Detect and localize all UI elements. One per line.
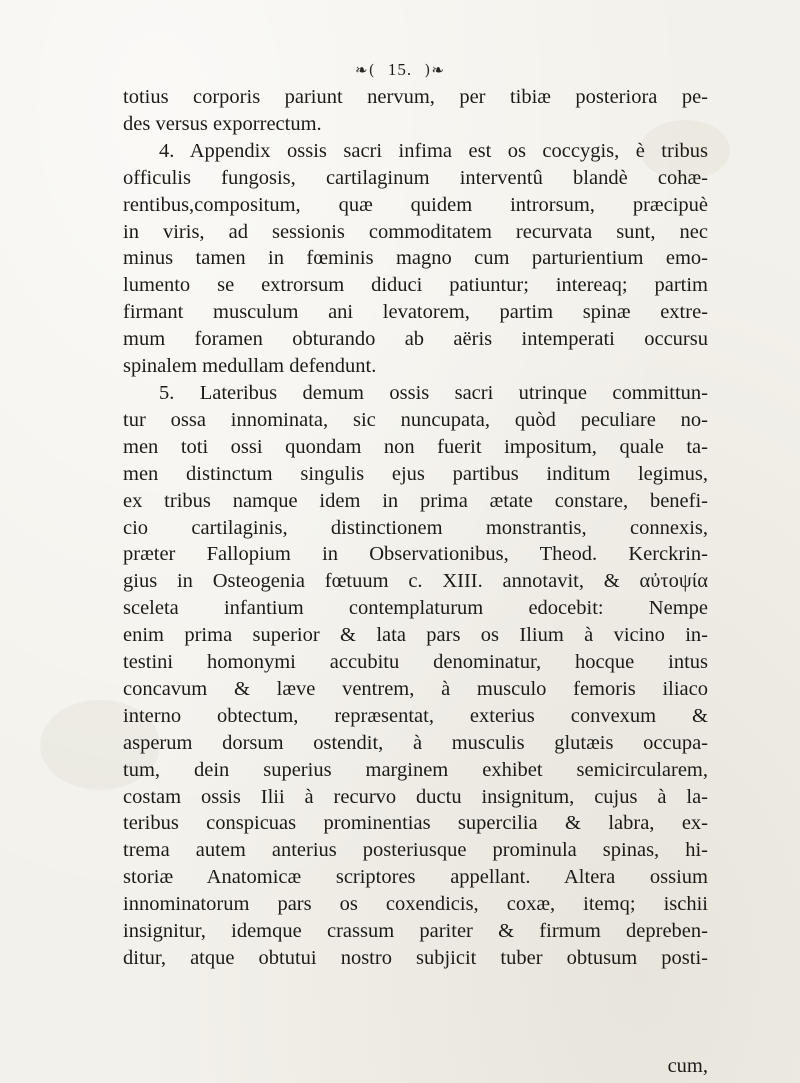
text-line: teribus conspicuas prominentias supercilia & labra, ex- — [123, 812, 708, 835]
text-line: asperum dorsum ostendit, à musculis glutæis occupa- — [123, 731, 708, 754]
text-line: costam ossis Ilii à recurvo ductu insignitum, cujus à la- — [123, 785, 708, 808]
text-line: præter Fallopium in Observationibus, Theod. Kerckrin- — [123, 543, 708, 566]
body-text — [123, 84, 708, 972]
text-line: sceleta infantium contemplaturum edocebit: Nempe — [123, 597, 708, 620]
page-number: 15. — [387, 60, 413, 79]
text-line: cio cartilaginis, distinctionem monstrantis, connexis, — [123, 516, 708, 539]
text-line: des versus exporrectum. — [123, 112, 322, 135]
text-line: interno obtectum, repræsentat, exterius convexum & — [123, 704, 708, 727]
text-line: officulis fungosis, cartilaginum interventû blandè cohæ- — [123, 166, 708, 189]
ornament-left-icon: ❧( — [355, 61, 376, 79]
running-header — [0, 60, 800, 80]
text-line: mum foramen obturando ab aëris intemperati occursu — [123, 328, 708, 351]
text-line: lumento se extrorsum diduci patiuntur; intereaq; partim — [123, 274, 708, 297]
text-line: innominatorum pars os coxendicis, coxæ, itemq; ischii — [123, 893, 708, 916]
text-line: tur ossa innominata, sic nuncupata, quòd peculiare no- — [123, 408, 708, 431]
text-line: men distinctum singulis ejus partibus inditum legimus, — [123, 462, 708, 485]
text-line: totius corporis pariunt nervum, per tibiæ posteriora pe- — [123, 86, 708, 108]
text-line: minus tamen in fœminis magno cum parturientium emo- — [123, 247, 708, 270]
text-line: men toti ossi quondam non fuerit impositum, quale ta- — [123, 435, 708, 458]
text-line: trema autem anterius posteriusque prominula spinas, hi- — [123, 839, 708, 862]
catchword: cum, — [667, 1055, 708, 1077]
text-line: ex tribus namque idem in prima ætate constare, benefi- — [123, 489, 708, 512]
text-line: concavum & læve ventrem, à musculo femoris iliaco — [123, 677, 708, 700]
text-line: rentibus,compositum, quæ quidem introrsum, præcipuè — [123, 193, 708, 216]
text-line: ditur, atque obtutui nostro subjicit tuber obtusum posti- — [123, 947, 708, 969]
text-line: spinalem medullam defendunt. — [123, 355, 377, 378]
ornament-right-icon: )❧ — [424, 61, 445, 79]
text-line: tum, dein superius marginem exhibet semicircularem, — [123, 758, 708, 781]
text-line: in viris, ad sessionis commoditatem recurvata sunt, nec — [123, 220, 708, 243]
text-line: 5. Lateribus demum ossis sacri utrinque committun- — [159, 381, 708, 404]
text-line: firmant musculum ani levatorem, partim spinæ extre- — [123, 301, 708, 324]
text-line: enim prima superior & lata pars os Ilium à vicino in- — [123, 624, 708, 647]
text-line: insignitur, idemque crassum pariter & firmum depreben- — [123, 920, 708, 943]
text-line: testini homonymi accubitu denominatur, hocque intus — [123, 651, 708, 674]
text-line: 4. Appendix ossis sacri infima est os coccygis, è tribus — [159, 139, 708, 162]
text-line: storiæ Anatomicæ scriptores appellant. Altera ossium — [123, 866, 708, 889]
text-line: gius in Osteogenia fœtuum c. XIII. annotavit, & αὐτοψία — [123, 570, 708, 593]
